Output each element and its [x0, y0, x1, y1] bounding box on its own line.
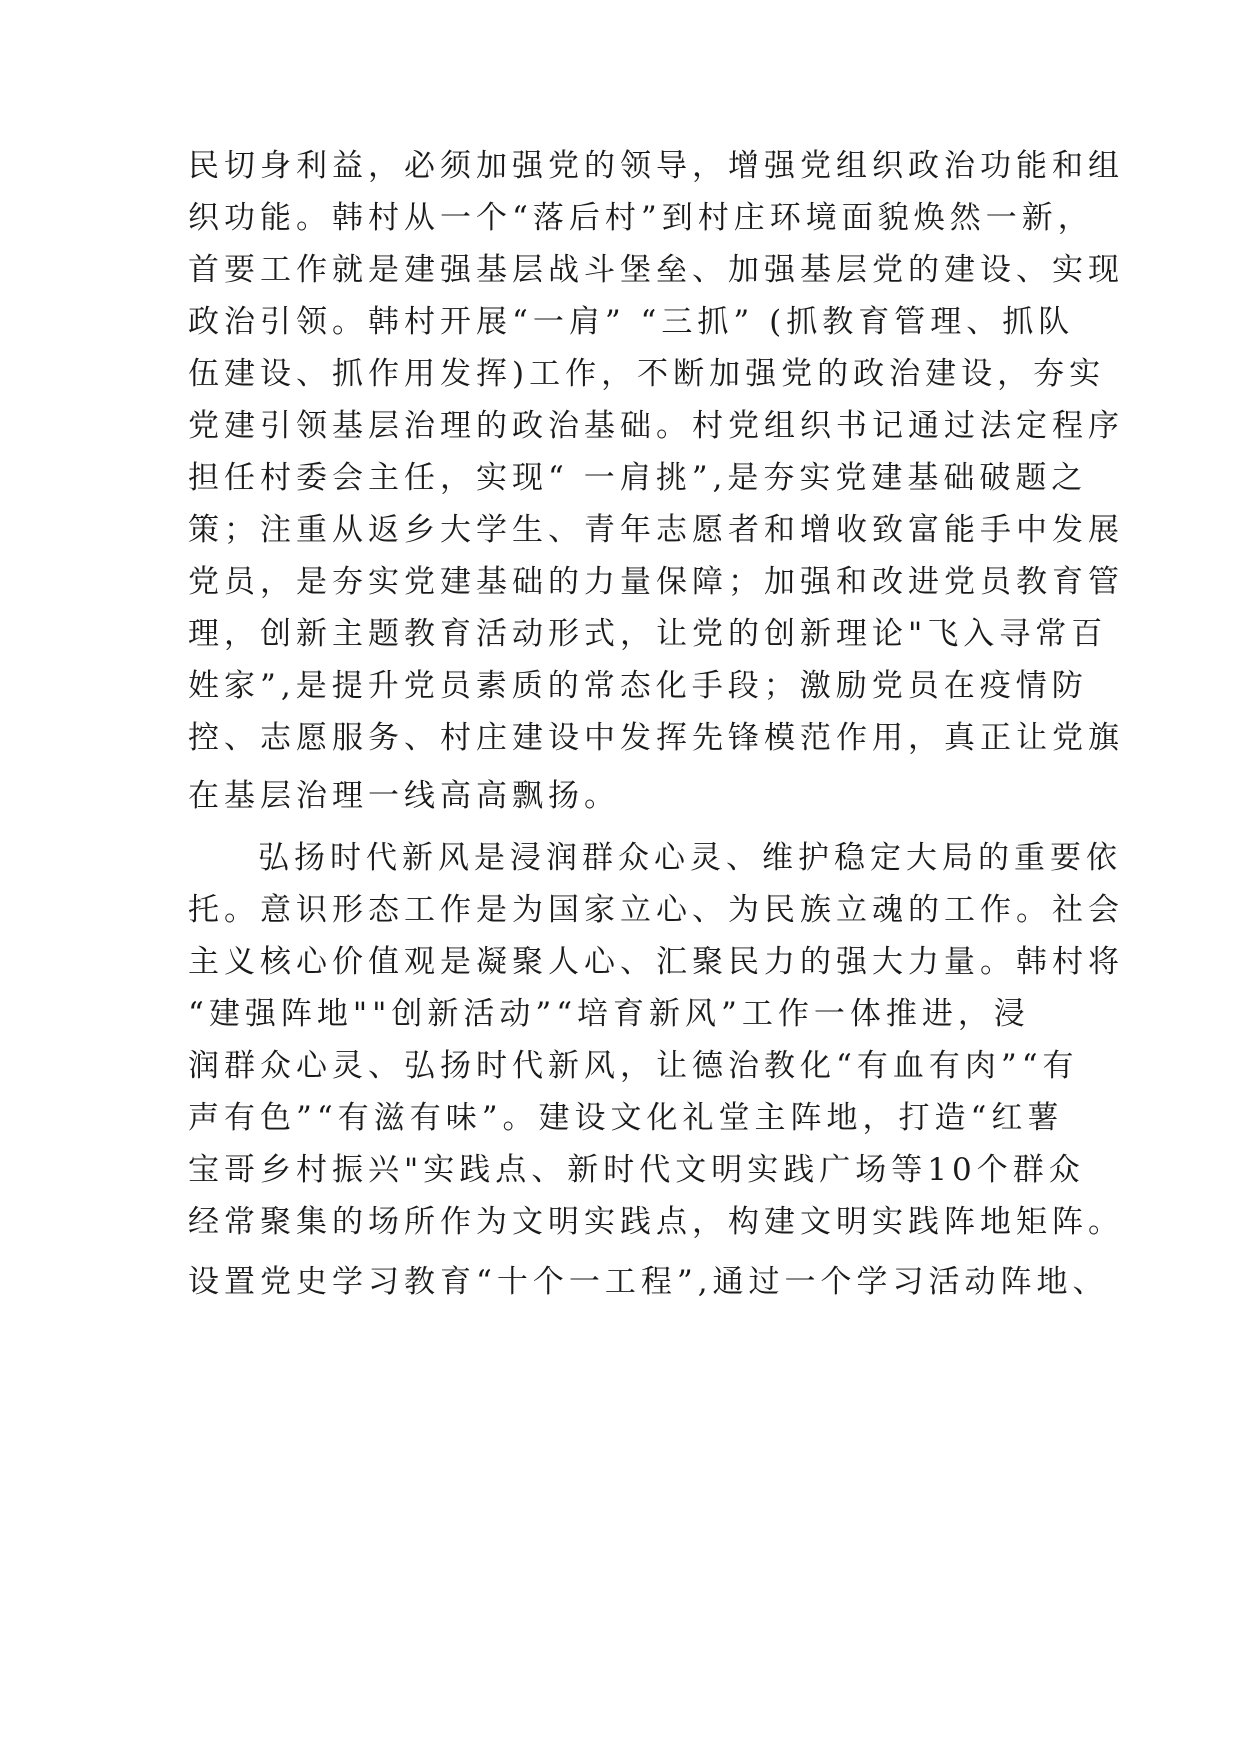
- paragraph1-line-3: 首要工作就是建强基层战斗堡垒、加强基层党的建设、实现: [188, 252, 1124, 288]
- paragraph2-line-9: 设置党史学习教育“十个一工程”,通过一个学习活动阵地、: [188, 1264, 1109, 1300]
- paragraph1-line-7: 担任村委会主任，实现“ 一肩挑”,是夯实党建基础破题之: [188, 460, 1088, 496]
- paragraph2-line-5: 润群众心灵、弘扬时代新风，让德治教化“有血有肉”“有: [188, 1048, 1079, 1084]
- paragraph2-line-3: 主义核心价值观是凝聚人心、汇聚民力的强大力量。韩村将: [188, 944, 1124, 980]
- paragraph1-line-1: 民切身利益，必须加强党的领导，增强党组织政治功能和组: [188, 148, 1124, 184]
- paragraph2-line-4: “建强阵地""创新活动”“培育新风”工作一体推进，浸: [188, 996, 1030, 1032]
- paragraph2-line-2: 托。意识形态工作是为国家立心、为民族立魂的工作。社会: [188, 892, 1124, 928]
- paragraph2-line-8: 经常聚集的场所作为文明实践点，构建文明实践阵地矩阵。: [188, 1204, 1124, 1240]
- paragraph2-line-7: 宝哥乡村振兴"实践点、新时代文明实践广场等10个群众: [188, 1152, 1085, 1188]
- paragraph2-line-1: 弘扬时代新风是浸润群众心灵、维护稳定大局的重要依: [258, 840, 1122, 876]
- paragraph1-line-9: 党员，是夯实党建基础的力量保障；加强和改进党员教育管: [188, 564, 1124, 600]
- paragraph1-line-8: 策；注重从返乡大学生、青年志愿者和增收致富能手中发展: [188, 512, 1124, 548]
- paragraph1-line-13: 在基层治理一线高高飘扬。: [188, 778, 620, 814]
- paragraph1-line-5: 伍建设、抓作用发挥)工作，不断加强党的政治建设，夯实: [188, 356, 1106, 392]
- paragraph1-line-10: 理，创新主题教育活动形式，让党的创新理论"飞入寻常百: [188, 616, 1108, 652]
- paragraph1-line-12: 控、志愿服务、村庄建设中发挥先锋模范作用，真正让党旗: [188, 720, 1124, 756]
- paragraph1-line-2: 织功能。韩村从一个“落后村”到村庄环境面貌焕然一新，: [188, 200, 1094, 236]
- paragraph1-line-6: 党建引领基层治理的政治基础。村党组织书记通过法定程序: [188, 408, 1124, 444]
- paragraph1-line-11: 姓家”,是提升党员素质的常态化手段；激励党员在疫情防: [188, 668, 1088, 704]
- paragraph1-line-4: 政治引领。韩村开展“一肩” “三抓” (抓教育管理、抓队: [188, 304, 1075, 340]
- paragraph2-line-6: 声有色”“有滋有味”。建设文化礼堂主阵地，打造“红薯: [188, 1100, 1064, 1136]
